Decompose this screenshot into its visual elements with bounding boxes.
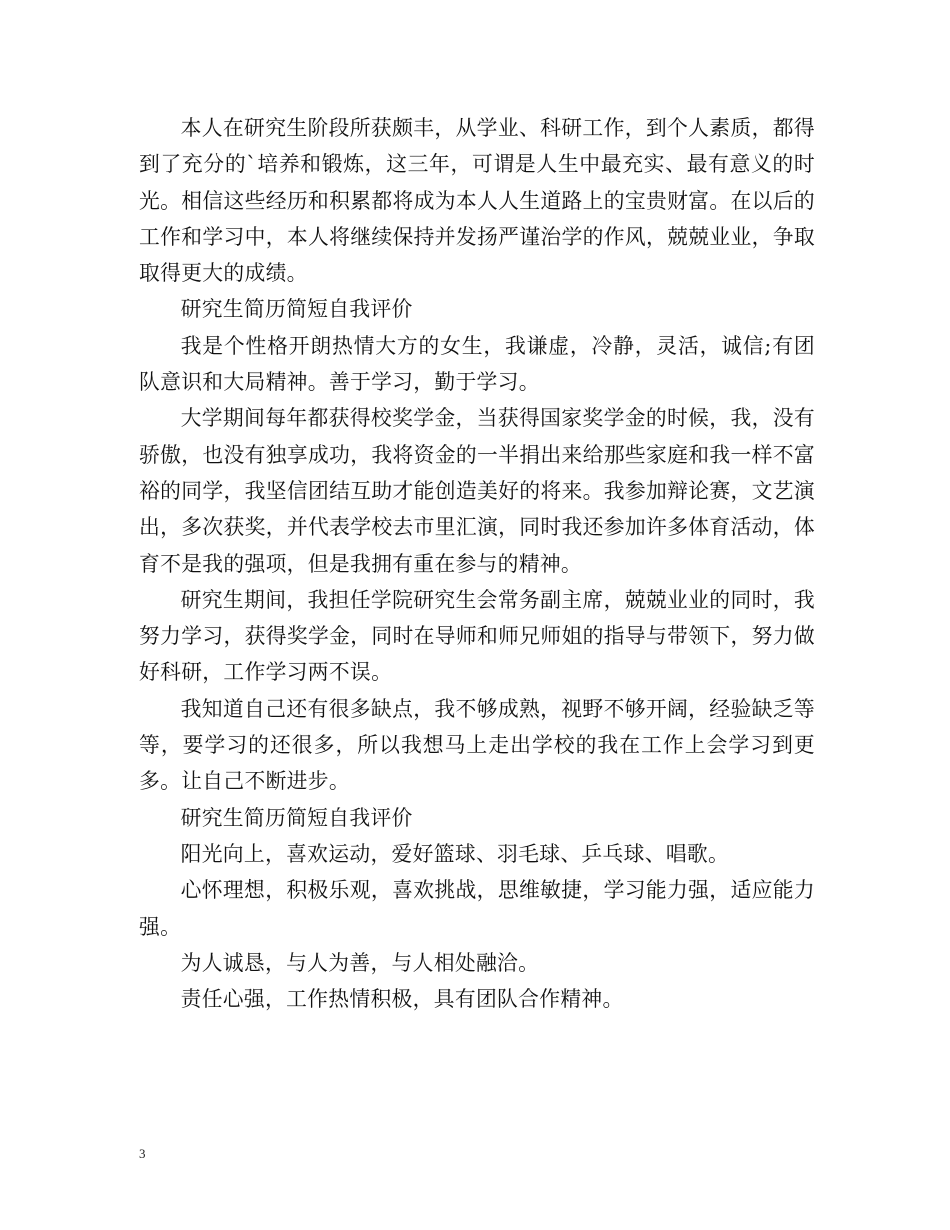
paragraph-5: 我知道自己还有很多缺点，我不够成熟，视野不够开阔，经验缺乏等等，要学习的还很多，所以我想马上走出学校的我在工作上会学习到更多。让自己不断进步。 — [139, 696, 815, 794]
paragraph-9: 责任心强，工作热情积极，具有团队合作精神。 — [180, 987, 624, 1012]
page-number: 3 — [139, 1146, 146, 1161]
section-heading-2: 研究生简历简短自我评价 — [180, 805, 413, 830]
paragraph-4: 研究生期间，我担任学院研究生会常务副主席，兢兢业业的同时，我努力学习，获得奖学金，同时在导师和师兄师姐的指导与带领下，努力做好科研，工作学习两不误。 — [139, 587, 815, 685]
paragraph-2: 我是个性格开朗热情大方的女生，我谦虚，冷静，灵活，诚信;有团队意识和大局精神。善于学习，勤于学习。 — [139, 333, 815, 395]
paragraph-7: 心怀理想，积极乐观，喜欢挑战，思维敏捷，学习能力强，适应能力强。 — [139, 878, 815, 939]
section-heading-1: 研究生简历简短自我评价 — [180, 297, 413, 322]
document-body — [139, 110, 815, 1017]
paragraph-6: 阳光向上，喜欢运动，爱好篮球、羽毛球、乒乓球、唱歌。 — [180, 841, 730, 866]
paragraph-3: 大学期间每年都获得校奖学金，当获得国家奖学金的时候，我，没有骄傲，也没有独享成功，我将资金的一半捐出来给那些家庭和我一样不富裕的同学，我坚信团结互助才能创造美好的将来。我参加辩论赛，文艺演出，多次获奖，并代表学校去市里汇演，同时我还参加许多体育活动，体育不是我的强项，但是我拥有重在参与的精神。 — [139, 406, 815, 576]
paragraph-8: 为人诚恳，与人为善，与人相处融洽。 — [180, 950, 540, 975]
paragraph-1: 本人在研究生阶段所获颇丰，从学业、科研工作，到个人素质，都得到了充分的`培养和锻炼，这三年，可谓是人生中最充实、最有意义的时光。相信这些经历和积累都将成为本人人生道路上的宝贵财富。在以后的工作和学习中，本人将继续保持并发扬严谨治学的作风，兢兢业业，争取取得更大的成绩。 — [139, 116, 815, 286]
